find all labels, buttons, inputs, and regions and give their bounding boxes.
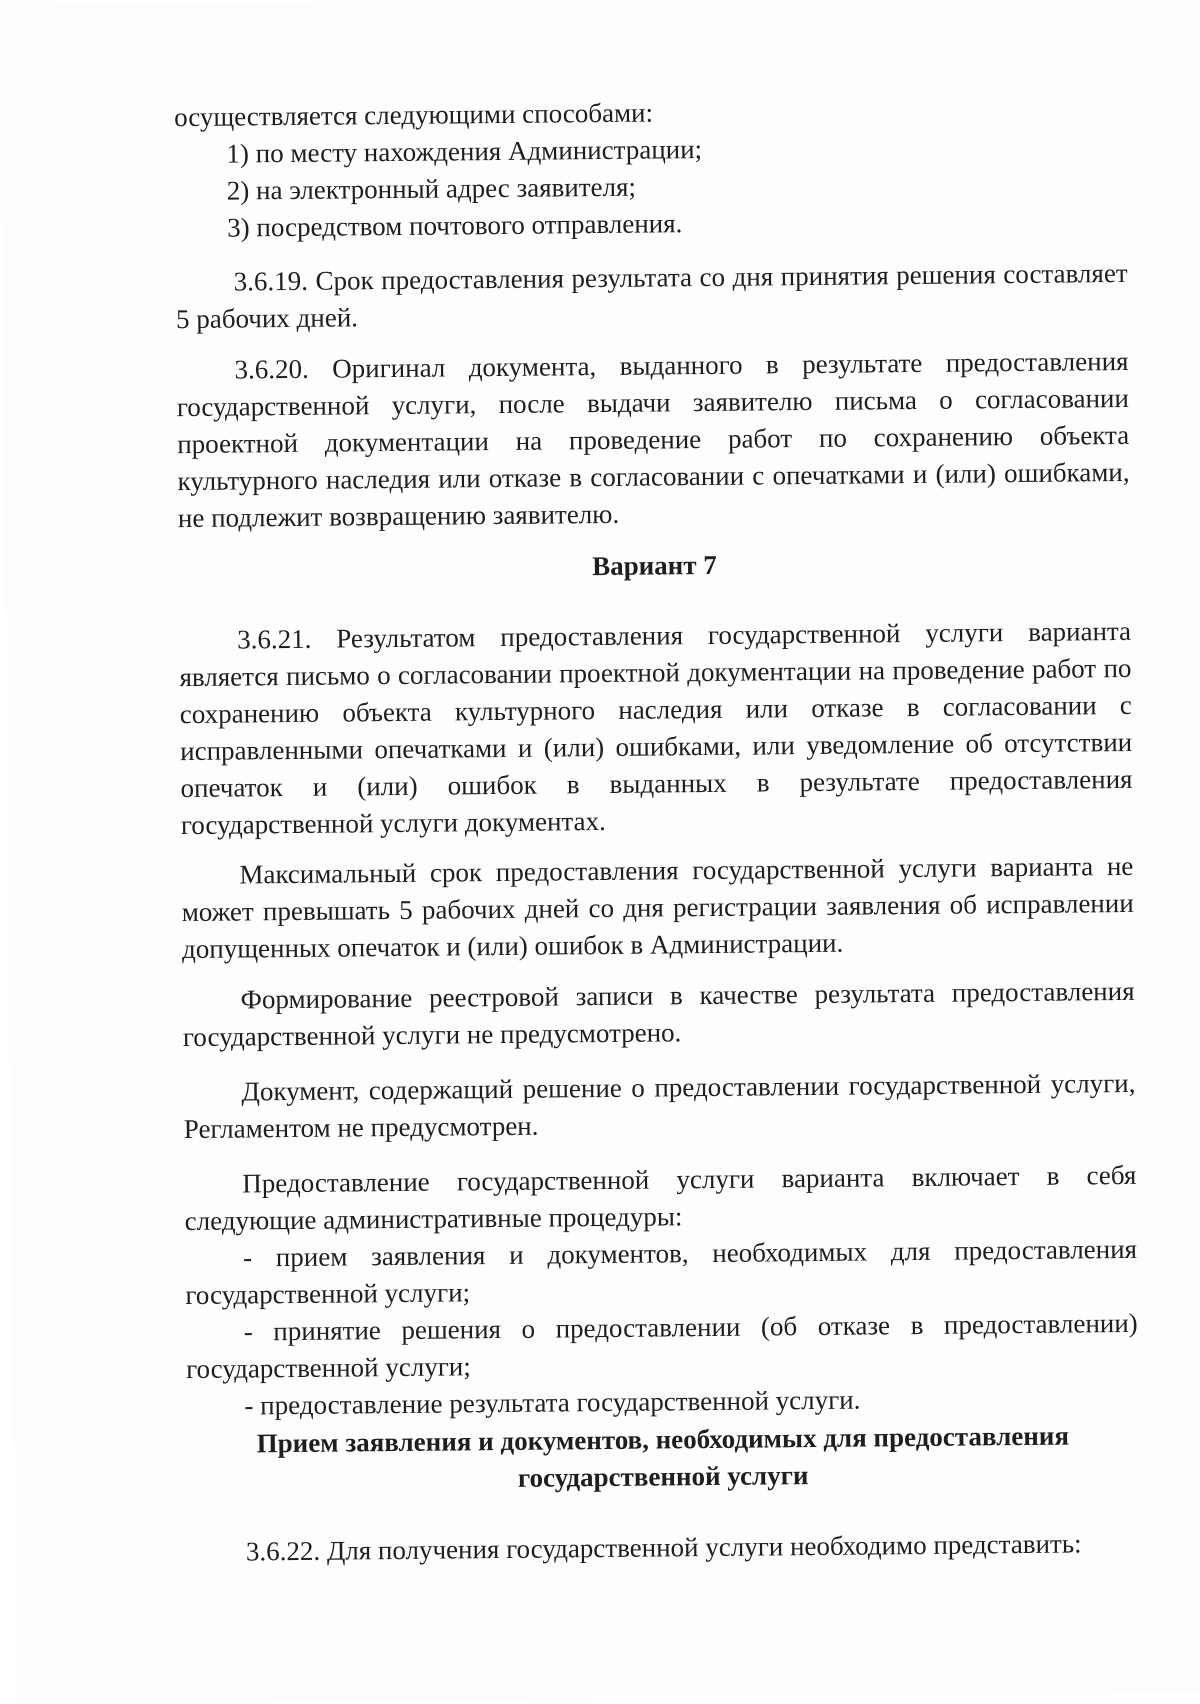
paragraph-max-term-text: Максимальный срок предоставления государственной услуги варианта не может превышать 5 рабочих дней со дня регистрации заявления об исправлении допущенных опечаток и (или) ошибок в Администрации. <box>181 850 1134 965</box>
section-heading-line-2: государственной услуги <box>517 1460 809 1493</box>
procedure-item-2: - принятие решения о предоставлении (об отказе в предоставлении) государственной услуги; <box>185 1307 1138 1385</box>
paragraph-3-6-19-text: 3.6.19. Срок предоставления результата со дня принятия решения составляет 5 рабочих дней. <box>175 257 1128 335</box>
paragraph-3-6-20-text: 3.6.20. Оригинал документа, выданного в результате предоставления государственной услуги, после выдачи заявителю письма о согласовании проектной документации на проведение работ по сохранению объекта культурного наследия или отказе в согласовании с опечатками и (или) ошибками, не подлежит возвращению заявителю. <box>176 345 1130 534</box>
paragraph-procedures-text: Предоставление государственной услуги варианта включает в себя следующие административные процедуры: <box>184 1159 1137 1237</box>
method-item-3: 3) посредством почтового отправления. <box>227 208 683 243</box>
procedure-item-3: - предоставление результата государственной услуги. <box>244 1384 861 1421</box>
paragraph-document-text: Документ, содержащий решение о предоставлении государственной услуги, Регламентом не предусмотрен. <box>183 1067 1136 1145</box>
paragraph-document <box>183 1065 1136 1148</box>
procedure-item-1: - прием заявления и документов, необходимых для предоставления государственной услуги; <box>185 1233 1138 1311</box>
variant-heading-text: Вариант 7 <box>591 549 717 582</box>
paragraph-registry <box>182 973 1135 1056</box>
paragraph-3-6-21 <box>179 613 1133 844</box>
variant-heading <box>178 543 1130 589</box>
intro-text: осуществляется следующими способами: <box>173 97 654 133</box>
section-heading <box>187 1417 1140 1500</box>
methods-block <box>174 90 1127 247</box>
paragraph-3-6-21-text: 3.6.21. Результатом предоставления государственной услуги варианта является письмо о согласовании проектной документации на проведение работ по сохранению объекта культурного наследия или отказе в согласовании с исправленными опечатками и (или) ошибками, или уведомление об отсутствии опечаток и (или) ошибок в выданных в результате предоставления государственной услуги документах. <box>179 615 1133 841</box>
method-item-2: 2) на электронный адрес заявителя; <box>226 171 637 206</box>
paragraph-max-term <box>181 848 1134 968</box>
procedures-block <box>184 1157 1138 1425</box>
section-heading-line-1: Прием заявления и документов, необходимых для предоставления <box>256 1420 1070 1459</box>
paragraph-3-6-19 <box>176 255 1129 338</box>
method-item-1: 1) по месту нахождения Администрации; <box>226 134 703 169</box>
paragraph-registry-text: Формирование реестровой записи в качестве результата предоставления государственной услуги не предусмотрено. <box>182 975 1135 1053</box>
paragraph-3-6-22-text: 3.6.22. Для получения государственной услуги необходимо представить: <box>245 1528 1082 1567</box>
paragraph-3-6-20 <box>176 343 1130 537</box>
paragraph-3-6-22 <box>188 1525 1140 1571</box>
